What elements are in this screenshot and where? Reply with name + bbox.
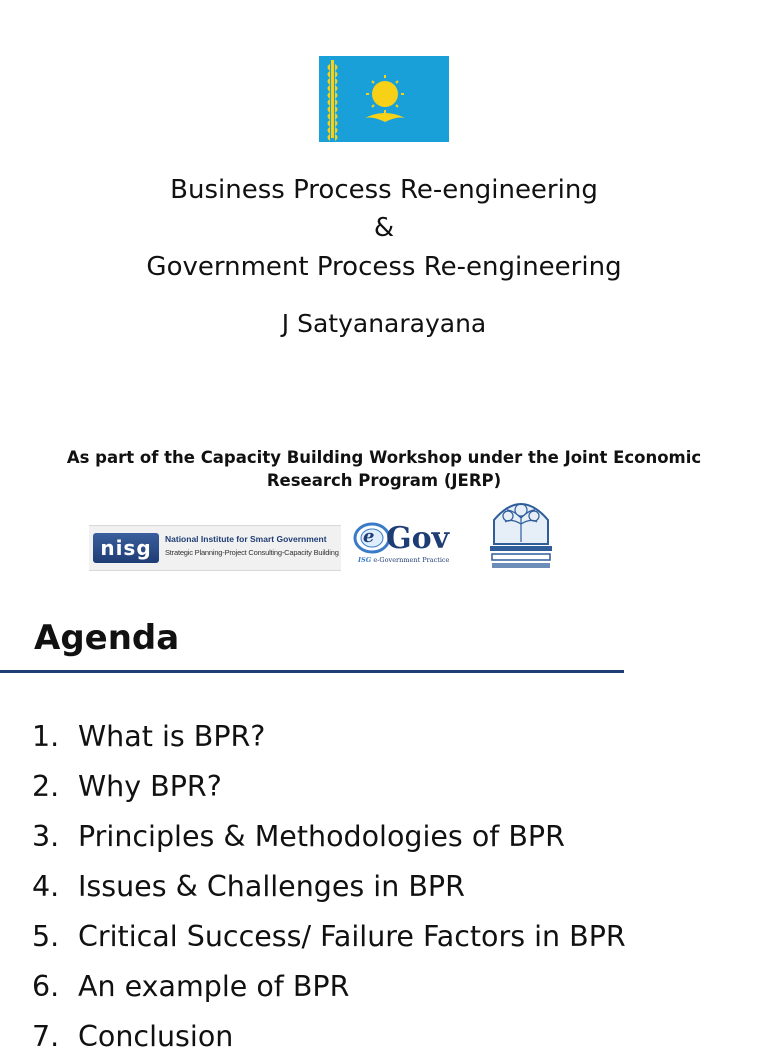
agenda-list xyxy=(32,712,626,1062)
title-ampersand: & xyxy=(373,213,395,243)
agenda-item-number: 4. xyxy=(32,870,60,903)
kazakhstan-flag-icon xyxy=(319,56,449,142)
agenda-item-number: 3. xyxy=(32,820,60,853)
agenda-item-text: Conclusion xyxy=(78,1020,234,1053)
agenda-item-text: Why BPR? xyxy=(78,770,222,803)
egov-sub-text: e-Government Practice xyxy=(373,556,450,564)
agenda-item-text: Critical Success/ Failure Factors in BPR xyxy=(78,920,626,953)
egov-sub-prefix: ISG xyxy=(358,556,372,564)
agenda-item xyxy=(32,862,626,912)
agenda-item-text: What is BPR? xyxy=(78,720,266,753)
agenda-item-text: An example of BPR xyxy=(78,970,350,1003)
egov-logo xyxy=(352,520,464,570)
egov-subtitle xyxy=(358,556,449,564)
title-line-2: Government Process Re-engineering xyxy=(146,252,622,282)
agenda-title: Agenda xyxy=(34,618,180,658)
nisg-logo xyxy=(89,525,341,571)
workshop-line-2: Research Program (JERP) xyxy=(266,471,502,490)
agenda-item xyxy=(32,1012,626,1062)
title-line-1: Business Process Re-engineering xyxy=(170,175,598,205)
institution-emblem-icon xyxy=(484,494,558,574)
agenda-slide xyxy=(0,600,768,1053)
egov-e-letter: e xyxy=(363,526,375,547)
agenda-item-number: 7. xyxy=(32,1020,60,1053)
agenda-item-number: 2. xyxy=(32,770,60,803)
agenda-item-text: Issues & Challenges in BPR xyxy=(78,870,465,903)
agenda-divider xyxy=(0,670,624,673)
workshop-line-1: As part of the Capacity Building Workshop under the Joint Economic xyxy=(66,448,702,467)
agenda-item-number: 1. xyxy=(32,720,60,753)
author-name: J Satyanarayana xyxy=(281,309,487,338)
agenda-item xyxy=(32,812,626,862)
agenda-item-number: 5. xyxy=(32,920,60,953)
egov-wordmark: Gov xyxy=(386,521,450,556)
agenda-item xyxy=(32,962,626,1012)
nisg-mark: nisg xyxy=(93,533,159,563)
agenda-item xyxy=(32,912,626,962)
workshop-caption xyxy=(24,446,744,492)
agenda-item-number: 6. xyxy=(32,970,60,1003)
agenda-item xyxy=(32,712,626,762)
agenda-item xyxy=(32,762,626,812)
nisg-tagline: Strategic Planning-Project Consulting-Capacity Building xyxy=(165,548,339,557)
agenda-item-text: Principles & Methodologies of BPR xyxy=(78,820,565,853)
nisg-name: National Institute for Smart Government xyxy=(165,534,327,544)
